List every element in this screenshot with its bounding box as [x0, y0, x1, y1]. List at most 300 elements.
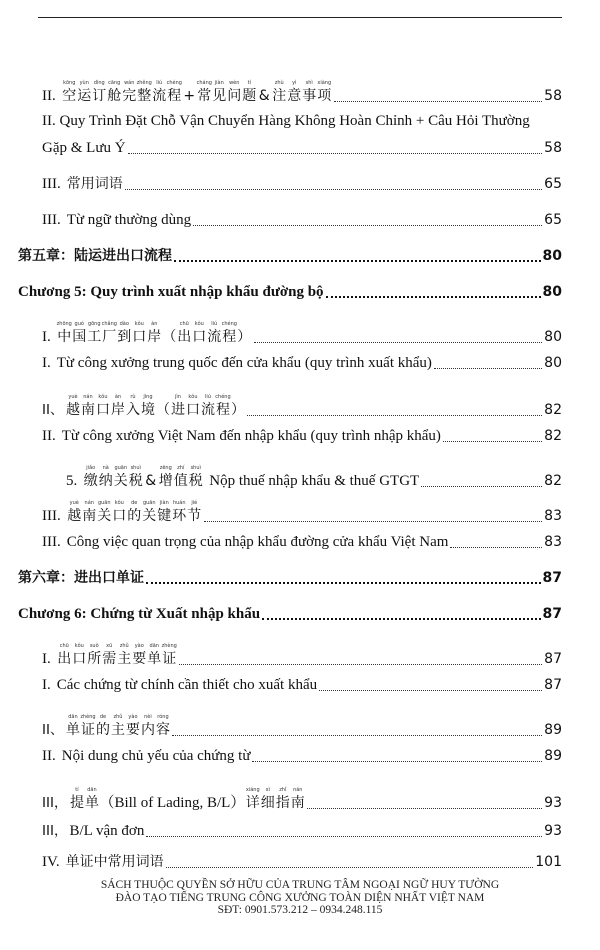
hanzi: 程 [215, 402, 230, 418]
header-rule [38, 17, 562, 18]
page-number: 80 [544, 355, 562, 371]
pinyin: zhí [177, 465, 185, 471]
ruby-char [237, 321, 252, 346]
pinyin: rù [130, 394, 136, 400]
entry-number: I. [42, 355, 51, 371]
pinyin: yào [128, 714, 138, 720]
pinyin: nà [102, 465, 109, 471]
ruby-char [155, 714, 170, 739]
toc-entry-bill-of-lading-zh[interactable] [42, 787, 562, 812]
pinyin: zhèng [80, 714, 96, 720]
entry-title: Từ công xưởng trung quốc đến cửa khẩu (quy trình xuất khẩu) [56, 355, 432, 371]
pinyin: zhèng [161, 643, 177, 649]
page-number: 83 [544, 508, 562, 524]
pinyin: xiàng [317, 80, 332, 86]
pinyin: kǒu [134, 321, 144, 327]
hanzi: 国 [72, 329, 87, 345]
ruby-char [188, 465, 203, 490]
pinyin: suǒ [89, 643, 99, 649]
ruby-char [227, 80, 242, 105]
hanzi: 厂 [102, 329, 117, 345]
dot-leader [421, 486, 542, 487]
ruby-char [92, 80, 107, 105]
ruby-char [67, 500, 82, 525]
hanzi: 问 [227, 88, 242, 104]
footer-training: ĐÀO TẠO TIẾNG TRUNG CÔNG XƯỞNG TOÀN DIỆN NHẤT VIỆT NAM [115, 891, 485, 904]
hanzi: 到 [117, 329, 132, 345]
ruby-char [173, 465, 188, 490]
dot-leader [319, 690, 542, 691]
hanzi: 需 [102, 651, 117, 667]
toc-entry-export-docs-zh[interactable] [42, 643, 562, 668]
entry-title-line2: Gặp & Lưu Ý [42, 140, 126, 156]
ruby-char [222, 321, 237, 346]
entry-number: IV. [42, 854, 60, 870]
hanzi: （ [162, 329, 177, 345]
hanzi: ） [237, 329, 252, 345]
page-number: 83 [544, 534, 562, 550]
hanzi: 节 [187, 508, 202, 524]
toc-entry-export-process-zh[interactable] [42, 321, 562, 346]
dot-leader [179, 664, 542, 665]
entry-title: 单证中常用词语 [65, 854, 164, 870]
entry-number: III. [42, 534, 61, 550]
pinyin: huán [172, 500, 186, 506]
dot-leader [262, 618, 540, 620]
ruby-char [110, 714, 125, 739]
page-number: 89 [544, 748, 562, 764]
pinyin: shì [305, 80, 313, 86]
hanzi: 舱 [107, 88, 122, 104]
dot-leader [334, 101, 542, 102]
ruby-char [215, 394, 230, 419]
ruby-char [177, 321, 192, 346]
page-number: 93 [544, 823, 562, 839]
ruby-char [182, 80, 197, 105]
hanzi: 订 [92, 88, 107, 104]
ruby-title [67, 500, 202, 525]
ruby-char [128, 465, 143, 490]
dot-leader [247, 415, 542, 416]
entry-title: Từ công xưởng Việt Nam đến nhập khẩu (quy trình nhập khẩu) [61, 428, 441, 444]
ruby-char [84, 787, 99, 812]
hanzi: 纳 [98, 473, 113, 489]
ruby-char [187, 500, 202, 525]
ruby-char [80, 714, 95, 739]
hanzi: 税 [188, 473, 203, 489]
pinyin: kǒu [188, 394, 198, 400]
entry-number: I. [42, 677, 51, 693]
pinyin: xū [106, 643, 113, 649]
ruby-char [117, 643, 132, 668]
hanzi: 键 [157, 508, 172, 524]
hanzi: 越 [67, 508, 82, 524]
toc-entry-common-terms-zh[interactable] [42, 175, 562, 193]
pinyin: chū [59, 643, 69, 649]
ruby-char [152, 80, 167, 105]
ruby-title [83, 465, 203, 490]
pinyin: àn [114, 394, 122, 400]
entry-number: III. [42, 176, 61, 192]
pinyin: róng [157, 714, 169, 720]
pinyin: kōng [63, 80, 76, 86]
hanzi: 常 [197, 88, 212, 104]
hanzi: 整 [137, 88, 152, 104]
dot-leader [434, 368, 542, 369]
page-number: 82 [544, 473, 562, 489]
hanzi: 流 [152, 88, 167, 104]
ruby-title [57, 321, 252, 346]
ruby-char [158, 465, 173, 490]
ruby-char [110, 394, 125, 419]
hanzi: 流 [207, 329, 222, 345]
dot-leader [326, 296, 541, 298]
dot-leader [166, 867, 534, 868]
hanzi: 入 [125, 402, 140, 418]
hanzi: 进 [170, 402, 185, 418]
hanzi: 越 [65, 402, 80, 418]
ruby-char [125, 714, 140, 739]
pinyin: yuè [68, 394, 78, 400]
ruby-char [140, 394, 155, 419]
pinyin: jié [191, 500, 198, 506]
ruby-char [72, 643, 87, 668]
page-number: 101 [535, 854, 562, 870]
page-number: 58 [544, 88, 562, 104]
hanzi: 单 [84, 795, 99, 811]
entry-title: Công việc quan trọng của nhập khẩu đường cửa khẩu Việt Nam [66, 534, 449, 550]
ruby-char [207, 321, 222, 346]
page-number: 65 [544, 212, 562, 228]
pinyin: tí [75, 787, 79, 793]
hanzi: 见 [212, 88, 227, 104]
page-number: 58 [544, 140, 562, 156]
ruby-char [155, 394, 170, 419]
pinyin: zhōng [56, 321, 72, 327]
ruby-char [127, 500, 142, 525]
page-number: 80 [542, 284, 562, 300]
toc-entry-key-steps-vn[interactable] [42, 533, 562, 551]
pinyin: shuì [130, 465, 141, 471]
ruby-char [65, 714, 80, 739]
page-footer [0, 879, 600, 917]
pinyin: zhǔ [113, 714, 123, 720]
dot-leader [125, 189, 542, 190]
pinyin: guān [142, 500, 156, 506]
chapter-title: Chương 6: Chứng từ Xuất nhập khẩu [18, 606, 261, 622]
ruby-char [97, 500, 112, 525]
toc-entry-import-process-zh[interactable] [42, 394, 562, 419]
entry-number: III， [42, 795, 68, 811]
hanzi: 出 [57, 651, 72, 667]
pinyin: kǒu [98, 394, 108, 400]
dot-leader [254, 342, 542, 343]
pinyin: nán [84, 500, 94, 506]
dot-leader [128, 153, 543, 154]
ruby-char [137, 80, 152, 105]
dot-leader [252, 761, 542, 762]
pinyin: yì [292, 80, 297, 86]
ruby-char [132, 321, 147, 346]
pinyin: zhǔ [119, 643, 129, 649]
page-number: 87 [544, 651, 562, 667]
entry-title: Từ ngữ thường dùng [66, 212, 192, 228]
toc-entry-key-steps-zh[interactable] [42, 500, 562, 525]
ruby-char [170, 394, 185, 419]
pinyin: chū [179, 321, 189, 327]
ruby-char [317, 80, 332, 105]
hanzi: 流 [200, 402, 215, 418]
toc-entry-doc-content-zh[interactable] [42, 714, 562, 739]
pinyin: chéng [221, 321, 237, 327]
hanzi: 关 [113, 473, 128, 489]
toc-chapter-5-vn[interactable] [18, 283, 562, 301]
pinyin: dān [87, 787, 97, 793]
pinyin: kǒu [194, 321, 204, 327]
hanzi: 主 [110, 722, 125, 738]
hanzi: 细 [260, 795, 275, 811]
footer-phone: SĐT: 0901.573.212 – 0934.248.115 [217, 904, 383, 916]
hanzi: 工 [87, 329, 102, 345]
page-number: 65 [544, 176, 562, 192]
ruby-char [102, 643, 117, 668]
hanzi: 的 [127, 508, 142, 524]
pinyin: wán [124, 80, 135, 86]
ruby-char [57, 321, 72, 346]
ruby-char [125, 394, 140, 419]
hanzi: 南 [82, 508, 97, 524]
ruby-title-part2 [245, 787, 305, 812]
ruby-char [242, 80, 257, 105]
ruby-char [200, 394, 215, 419]
hanzi: 口 [192, 329, 207, 345]
hanzi: 口 [72, 651, 87, 667]
hanzi: 单 [65, 722, 80, 738]
ruby-char [122, 80, 137, 105]
pinyin: dào [119, 321, 129, 327]
chapter-title: Chương 5: Quy trình xuất nhập khẩu đường bộ [18, 284, 324, 300]
pinyin: yùn [79, 80, 89, 86]
hanzi: 主 [117, 651, 132, 667]
pinyin: dìng [93, 80, 105, 86]
ruby-title [62, 80, 332, 105]
pinyin: kǒu [74, 643, 84, 649]
entry-title: B/L vận đơn [69, 823, 145, 839]
page-number: 87 [542, 570, 562, 586]
entry-title: （Bill of Lading, B/L） [99, 795, 246, 811]
pinyin: chǎng [101, 321, 117, 327]
pinyin: gōng [87, 321, 101, 327]
pinyin: chéng [215, 394, 231, 400]
page-number: 93 [544, 795, 562, 811]
ruby-char [62, 80, 77, 105]
ruby-char [77, 80, 92, 105]
page-number: 80 [542, 248, 562, 264]
ruby-char [162, 321, 177, 346]
pinyin: jìn [174, 394, 181, 400]
ruby-char [69, 787, 84, 812]
entry-number: I. [42, 329, 51, 345]
ruby-char [230, 394, 245, 419]
hanzi: & [258, 88, 270, 104]
entry-title: Nội dung chủ yếu của chứng từ [61, 748, 251, 764]
entry-number: 5. [66, 473, 78, 489]
pinyin: liú [156, 80, 163, 86]
page-number: 80 [544, 329, 562, 345]
page-number: 82 [544, 428, 562, 444]
toc-entry-air-booking-vn[interactable] [42, 112, 562, 157]
toc-entry-doc-terms[interactable] [42, 853, 562, 871]
pinyin: shuì [190, 465, 201, 471]
hanzi: 南 [80, 402, 95, 418]
page-number: 87 [542, 606, 562, 622]
ruby-char [257, 80, 272, 105]
hanzi: 南 [290, 795, 305, 811]
entry-number: III， [42, 823, 68, 839]
pinyin: àn [151, 321, 158, 327]
dot-leader [307, 808, 542, 809]
hanzi: 程 [222, 329, 237, 345]
toc-chapter-6-vn[interactable] [18, 605, 562, 623]
toc-entry-export-docs-vn[interactable] [42, 676, 562, 694]
entry-title: Nộp thuế nhập khẩu & thuế GTGT [209, 473, 420, 489]
pinyin: dān [68, 714, 78, 720]
ruby-char [132, 643, 147, 668]
page-number: 82 [544, 402, 562, 418]
hanzi: 意 [287, 88, 302, 104]
hanzi: 值 [173, 473, 188, 489]
entry-number: II. [42, 88, 56, 104]
hanzi: 容 [155, 722, 170, 738]
hanzi: 出 [177, 329, 192, 345]
pinyin: tí [247, 80, 251, 86]
hanzi: 缴 [83, 473, 98, 489]
pinyin: guó [74, 321, 84, 327]
pinyin: xì [265, 787, 270, 793]
hanzi: 中 [57, 329, 72, 345]
ruby-char [260, 787, 275, 812]
ruby-char [107, 80, 122, 105]
pinyin: nán [83, 394, 93, 400]
pinyin: de [99, 714, 107, 720]
entry-number: III. [42, 212, 61, 228]
hanzi: & [145, 473, 157, 489]
ruby-char [290, 787, 305, 812]
pinyin: liú [211, 321, 218, 327]
ruby-char [272, 80, 287, 105]
pinyin: zhěng [136, 80, 152, 86]
hanzi: 要 [132, 651, 147, 667]
ruby-char [172, 500, 187, 525]
pinyin: jiǎo [86, 465, 96, 471]
toc-entry-tax-payment[interactable] [66, 465, 562, 490]
hanzi: 空 [62, 88, 77, 104]
ruby-char [87, 643, 102, 668]
ruby-char [80, 394, 95, 419]
footer-ownership: SÁCH THUỘC QUYỀN SỞ HỮU CỦA TRUNG TÂM NGOẠI NGỮ HUY TƯỜNG [100, 879, 500, 891]
toc-chapter-5-zh[interactable] [18, 247, 562, 265]
hanzi: 指 [275, 795, 290, 811]
dot-leader [443, 441, 542, 442]
dot-leader [174, 260, 541, 262]
entry-title: Các chứng từ chính cần thiết cho xuất khẩu [56, 677, 318, 693]
chapter-title: 第五章：陆运进出口流程 [18, 248, 172, 264]
ruby-char [83, 465, 98, 490]
ruby-char [167, 80, 182, 105]
ruby-char [140, 714, 155, 739]
pinyin: zēng [159, 465, 172, 471]
pinyin: guān [114, 465, 128, 471]
ruby-char [212, 80, 227, 105]
hanzi: 岸 [147, 329, 162, 345]
hanzi: 口 [185, 402, 200, 418]
hanzi: 单 [147, 651, 162, 667]
hanzi: 口 [132, 329, 147, 345]
entry-number: II、 [42, 722, 64, 738]
hanzi: 税 [128, 473, 143, 489]
hanzi: 注 [272, 88, 287, 104]
ruby-char [87, 321, 102, 346]
toc-entry-export-process-vn[interactable] [42, 354, 562, 372]
ruby-char [102, 321, 117, 346]
ruby-char [117, 321, 132, 346]
pinyin: dān [149, 643, 159, 649]
ruby-char [142, 500, 157, 525]
ruby-title [65, 714, 170, 739]
ruby-title-part1 [69, 787, 99, 812]
pinyin: kǒu [114, 500, 124, 506]
page-number: 87 [544, 677, 562, 693]
dot-leader [172, 735, 542, 736]
ruby-char [287, 80, 302, 105]
hanzi: 环 [172, 508, 187, 524]
pinyin: wèn [229, 80, 240, 86]
dot-leader [146, 582, 541, 584]
ruby-char [162, 643, 177, 668]
pinyin: cháng [196, 80, 212, 86]
hanzi: 运 [77, 88, 92, 104]
ruby-char [112, 500, 127, 525]
hanzi: 口 [95, 402, 110, 418]
ruby-char [72, 321, 87, 346]
hanzi: 要 [125, 722, 140, 738]
hanzi: 内 [140, 722, 155, 738]
hanzi: （ [155, 402, 170, 418]
entry-title: 常用词语 [66, 176, 123, 192]
pinyin: liú [204, 394, 211, 400]
toc-entry-common-terms-vn[interactable] [42, 211, 562, 229]
hanzi: 事 [302, 88, 317, 104]
ruby-char [192, 321, 207, 346]
entry-title-line1: II. Quy Trình Đặt Chỗ Vận Chuyển Hàng Không Hoàn Chỉnh + Câu Hỏi Thường [42, 113, 530, 129]
entry-number: II、 [42, 402, 64, 418]
pinyin: jìng [143, 394, 153, 400]
toc-entry-import-process-vn[interactable] [42, 427, 562, 445]
hanzi: ） [230, 402, 245, 418]
entry-number: II. [42, 428, 56, 444]
toc-entry-bill-of-lading-vn[interactable] [42, 822, 562, 840]
pinyin: nèi [144, 714, 152, 720]
page-number: 89 [544, 722, 562, 738]
toc-entry-air-booking-zh[interactable] [42, 80, 562, 105]
pinyin: guān [97, 500, 111, 506]
toc-entry-doc-content-vn[interactable] [42, 747, 562, 765]
toc-chapter-6-zh[interactable] [18, 569, 562, 587]
entry-number: III. [42, 508, 61, 524]
hanzi: 详 [245, 795, 260, 811]
hanzi: 的 [95, 722, 110, 738]
ruby-char [185, 394, 200, 419]
